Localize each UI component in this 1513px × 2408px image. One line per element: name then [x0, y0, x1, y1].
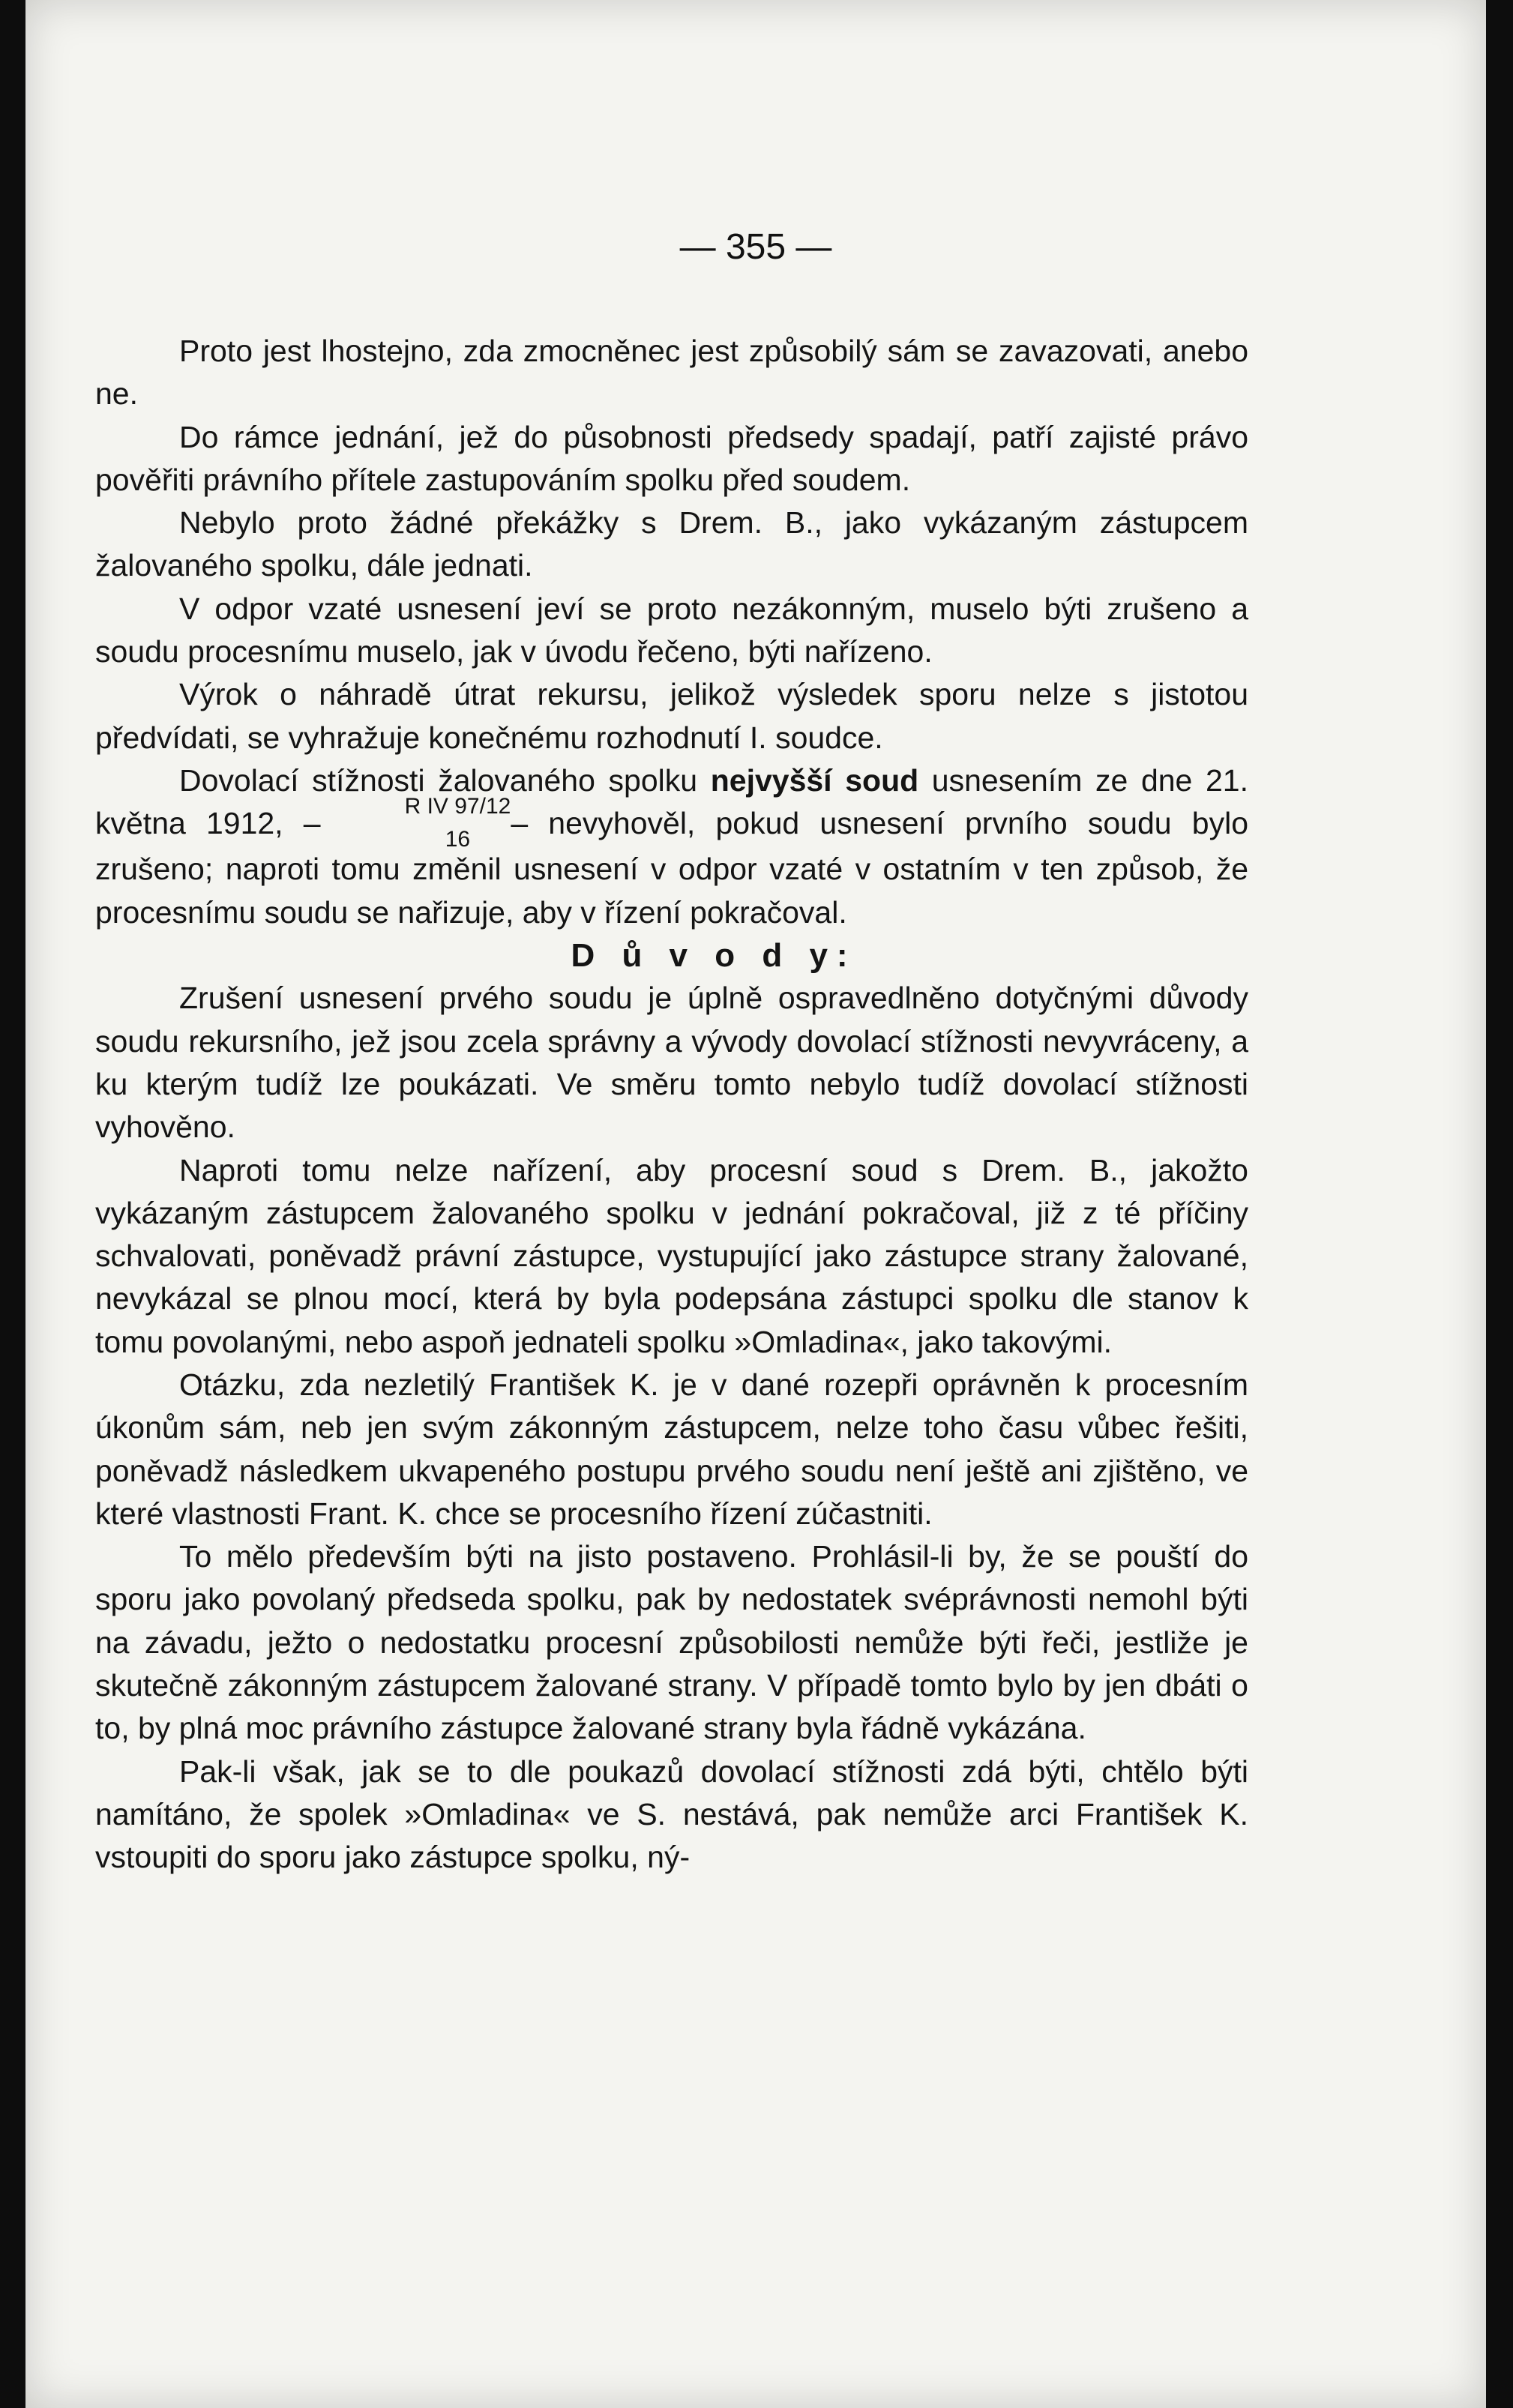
paragraph-4: V odpor vzaté usnesení jeví se proto nezákonným, muselo býti zrušeno a soudu procesnímu muselo, jak v úvodu řečeno, býti nařízeno.	[95, 591, 1248, 669]
paragraph-1: Proto jest lhostejno, zda zmocněnec jest způsobilý sám se zavazovati, anebo ne.	[95, 334, 1248, 412]
scanned-page	[25, 0, 1486, 2408]
case-reference	[321, 794, 511, 852]
body-text	[95, 330, 1248, 1879]
paragraph-5: Výrok o náhradě útrat rekursu, jelikož výsledek sporu nelze s jistotou předvídati, se vyhražuje konečnému rozhodnutí I. soudce.	[95, 677, 1248, 755]
decision-part-1: Dovolací stížnosti žalovaného spolku	[179, 762, 711, 798]
paragraph-3: Nebylo proto žádné překážky s Drem. B., jako vykázaným zástupcem žalovaného spolku, dále jednati.	[95, 505, 1248, 583]
reason-paragraph-4: To mělo především býti na jisto postaveno. Prohlásil-li by, že se pouští do sporu jako povolaný předseda spolku, pak by nedostatek svéprávnosti nemohl býti na závadu, ježto o nedostatku procesní způsobilosti nemůže býti řeči, jestliže je skutečně zákonným zástupcem žalované strany. V případě tomto bylo by jen dbáti o to, by plná moc právního zástupce žalované strany byla řádně vykázána.	[95, 1539, 1248, 1746]
paragraph-2: Do rámce jednání, jež do působnosti předsedy spadají, patří zajisté právo pověřiti právního přítele zastupováním spolku před soudem.	[95, 419, 1248, 497]
section-heading: D ů v o d y:	[571, 937, 857, 975]
reason-paragraph-1: Zrušení usnesení prvého soudu je úplně ospravedlněno dotyčnými důvody soudu rekursního, jež jsou zcela správny a vývody dovolací stížnosti nevyvráceny, a ku kterým tudíž lze poukázati. Ve směru tomto nebylo tudíž dovolací stížnosti vyhověno.	[95, 981, 1248, 1145]
decision-part-3: – nevyhověl, pokud usnesení prvního soudu bylo zrušeno; naproti tomu změnil usnesení v odpor vzaté v ostatním v ten způsob, že procesnímu soudu se nařizuje, aby v řízení pokračoval.	[95, 806, 1248, 930]
reason-paragraph-5: Pak-li však, jak se to dle poukazů dovolací stížnosti zdá býti, chtělo býti namítáno, že spolek »Omladina« ve S. nestává, pak nemůže arci František K. vstoupiti do sporu jako zástupce spolku, ný-	[95, 1754, 1248, 1875]
reason-paragraph-2: Naproti tomu nelze nařízení, aby procesní soud s Drem. B., jakožto vykázaným zástupcem žalovaného spolku v jednání pokračoval, již z té příčiny schvalovati, poněvadž právní zástupce, vystupující jako zástupce strany žalované, nevykázal se plnou mocí, která by byla podepsána zástupci spolku dle stanov k tomu povolanými, nebo aspoň jednateli spolku »Omladina«, jako takovými.	[95, 1152, 1248, 1359]
case-reference-top: R IV 97/12	[404, 794, 511, 819]
decision-part-2: usnesením ze dne 21. května 1912, –	[95, 762, 1248, 841]
page-number: — 355 —	[679, 227, 832, 267]
decision-court-name: nejvyšší soud	[710, 762, 919, 798]
reason-paragraph-3: Otázku, zda nezletilý František K. je v dané rozepři oprávněn k procesním úkonům sám, neb jen svým zákonným zástupcem, nelze toho času vůbec řešiti, poněvadž následkem ukvapeného postupu prvého soudu není ještě ani zjištěno, ve které vlastnosti Frant. K. chce se procesního řízení zúčastniti.	[95, 1367, 1248, 1531]
case-reference-bottom: 16	[445, 827, 471, 852]
decision-paragraph	[95, 759, 1248, 934]
